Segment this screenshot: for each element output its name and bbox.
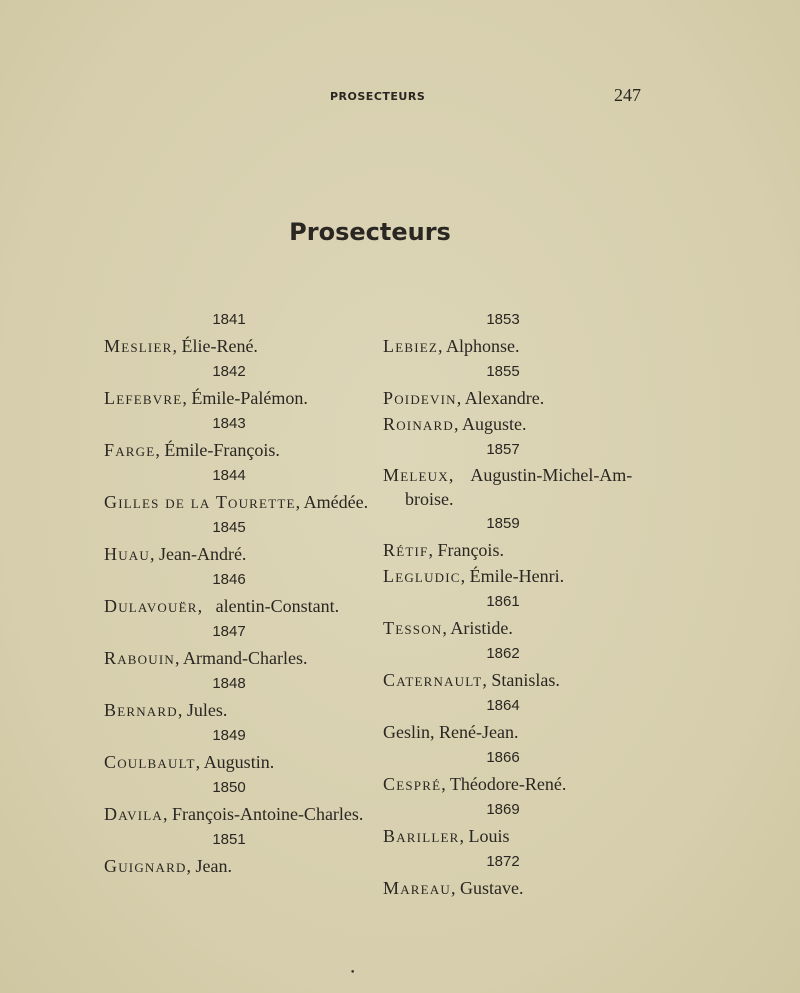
surname: Caternault <box>383 670 483 690</box>
year-label: 1847 <box>212 623 246 640</box>
surname: Poidevin <box>383 388 457 408</box>
given-names: Alphonse. <box>446 336 520 356</box>
given-names: Stanislas. <box>491 670 560 690</box>
surname: Meslier <box>104 336 173 356</box>
prosector-name: Geslin, René-Jean. <box>383 722 519 742</box>
surname: Lefebvre <box>104 388 183 408</box>
prosector-name: Mareau, Gustave. <box>383 878 524 898</box>
year-label: 1850 <box>212 779 246 796</box>
year-label: 1872 <box>486 853 520 870</box>
surname: Meleux <box>383 465 449 485</box>
surname: Roinard <box>383 414 454 434</box>
prosector-name: Lebiez, Alphonse. <box>383 336 520 356</box>
year-label: 1844 <box>212 467 246 484</box>
given-names: Émile-Palémon. <box>191 388 308 408</box>
given-names: Jean. <box>195 856 233 876</box>
year-label: 1841 <box>212 311 246 328</box>
given-names: Jules. <box>186 700 228 720</box>
surname: Rétif <box>383 540 429 560</box>
prosector-name: Caternault, Stanislas. <box>383 670 560 690</box>
given-names-continued: broise. <box>405 489 454 509</box>
prosector-name: Guignard, Jean. <box>104 856 233 876</box>
surname: Gilles de la Tourette <box>104 492 296 512</box>
surname: Mareau <box>383 878 451 898</box>
given-names: Aristide. <box>450 618 513 638</box>
ink-speck: • <box>350 968 356 978</box>
given-names: alentin-Constant. <box>215 596 340 616</box>
prosector-name: Cespré, Théodore-René. <box>383 774 567 794</box>
prosector-name: Meslier, Élie-René. <box>104 336 258 356</box>
year-label: 1846 <box>212 571 246 588</box>
year-label: 1848 <box>212 675 246 692</box>
page-number: 247 <box>614 85 641 105</box>
surname: Bariller <box>383 826 460 846</box>
given-names: Gustave. <box>459 878 524 898</box>
prosector-name: Davila, François-Antoine-Charles. <box>104 804 364 824</box>
surname: Davila <box>104 804 163 824</box>
year-label: 1861 <box>486 593 520 610</box>
prosector-name: Huau, Jean-André. <box>104 544 247 564</box>
surname: Coulbault <box>104 752 196 772</box>
prosector-name: Dulavouër, alentin-Constant. <box>104 596 340 616</box>
year-label: 1849 <box>212 727 246 744</box>
year-label: 1866 <box>486 749 520 766</box>
given-names: Amédée. <box>303 492 369 512</box>
prosector-name: Legludic, Émile-Henri. <box>383 566 565 586</box>
given-names: Alexandre. <box>464 388 545 408</box>
prosector-name: Coulbault, Augustin. <box>104 752 275 772</box>
surname: Farge <box>104 440 156 460</box>
surname: Dulavouër <box>104 596 198 616</box>
prosector-name: Meleux, Augustin-Michel-Am- broise. <box>383 463 648 511</box>
given-names: François. <box>437 540 504 560</box>
surname: Geslin <box>383 722 430 742</box>
given-names: Théodore-René. <box>449 774 567 794</box>
surname: Bernard <box>104 700 178 720</box>
prosector-name: Rabouin, Armand-Charles. <box>104 648 308 668</box>
prosector-name: Rétif, François. <box>383 540 504 560</box>
prosector-name: Lefebvre, Émile-Palémon. <box>104 388 308 408</box>
right-column <box>383 307 653 901</box>
prosector-name: Bernard, Jules. <box>104 700 228 720</box>
surname: Lebiez <box>383 336 439 356</box>
page-title: Prosecteurs <box>289 218 451 246</box>
year-label: 1857 <box>486 441 520 458</box>
year-label: 1851 <box>212 831 246 848</box>
year-label: 1843 <box>212 415 246 432</box>
surname: Huau <box>104 544 150 564</box>
left-column <box>104 307 369 879</box>
year-label: 1864 <box>486 697 520 714</box>
year-label: 1845 <box>212 519 246 536</box>
running-head: PROSECTEURS <box>330 90 426 103</box>
given-names: François-Antoine-Charles. <box>171 804 364 824</box>
year-label: 1869 <box>486 801 520 818</box>
given-names: Émile-Henri. <box>469 566 565 586</box>
given-names: Élie-René. <box>181 336 258 356</box>
surname: Tesson <box>383 618 443 638</box>
prosector-name: Poidevin, Alexandre. <box>383 388 545 408</box>
surname: Guignard <box>104 856 187 876</box>
given-names: Auguste. <box>461 414 527 434</box>
given-names: Louis <box>468 826 510 846</box>
given-names: Émile-François. <box>164 440 280 460</box>
given-names: Augustin. <box>203 752 275 772</box>
year-label: 1842 <box>212 363 246 380</box>
given-names: Augustin-Michel-Am- <box>470 465 633 485</box>
prosector-name: Gilles de la Tourette, Amédée. <box>104 492 369 512</box>
prosector-name: Bariller, Louis <box>383 826 510 846</box>
surname: Legludic <box>383 566 461 586</box>
surname: Rabouin <box>104 648 175 668</box>
given-names: René-Jean. <box>439 722 519 742</box>
prosector-name: Tesson, Aristide. <box>383 618 513 638</box>
surname: Cespré <box>383 774 442 794</box>
prosector-name: Farge, Émile-François. <box>104 440 280 460</box>
year-label: 1855 <box>486 363 520 380</box>
year-label: 1862 <box>486 645 520 662</box>
prosector-name: Roinard, Auguste. <box>383 414 527 434</box>
year-label: 1859 <box>486 515 520 532</box>
given-names: Armand-Charles. <box>182 648 308 668</box>
year-label: 1853 <box>486 311 520 328</box>
given-names: Jean-André. <box>158 544 247 564</box>
